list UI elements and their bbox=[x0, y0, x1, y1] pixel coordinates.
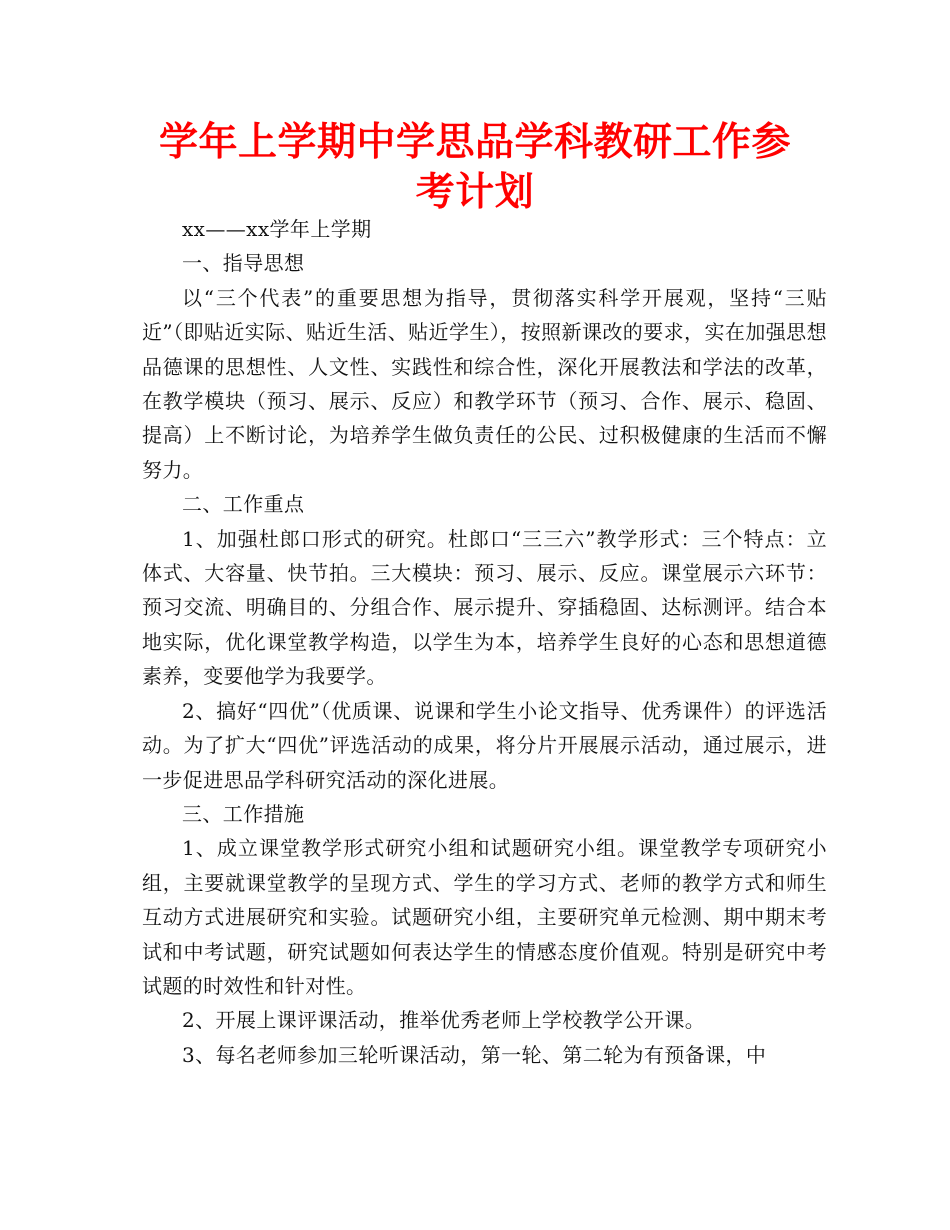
section-heading-work-focus: 二、工作重点 bbox=[182, 492, 305, 517]
paragraph-focus-1: 1、加强杜郎口形式的研究。杜郎口“三三六”教学形式：三个特点：立体式、大容量、快节拍。三大模块：预习、展示、反应。课堂展示六环节：预习交流、明确目的、分组合作、展示提升、穿插稳固、达标测评。结合本地实际，优化课堂教学构造，以学生为本，培养学生良好的心态和思想道德素养，变要他学为我要学。 bbox=[142, 526, 827, 689]
paragraph-focus-2: 2、搞好“四优”（优质课、说课和学生小论文指导、优秀课件）的评选活动。为了扩大“四优”评选活动的成果，将分片开展展示活动，通过展示，进一步促进思品学科研究活动的深化进展。 bbox=[142, 698, 827, 792]
section-heading-work-measures: 三、工作措施 bbox=[182, 801, 305, 826]
document-title: 学年上学期中学思品学科教研工作参考计划 bbox=[158, 120, 791, 215]
paragraph-measure-1: 1、成立课堂教学形式研究小组和试题研究小组。课堂教学专项研究小组，主要就课堂教学的呈现方式、学生的学习方式、老师的教学方式和师生互动方式进展研究和实验。试题研究小组，主要研究单元检测、期中期末考试和中考试题，研究试题如何表达学生的情感态度价值观。特别是研究中考试题的时效性和针对性。 bbox=[142, 836, 827, 998]
document-body bbox=[142, 212, 827, 1072]
paragraph-measure-2: 2、开展上课评课活动，推举优秀老师上学校教学公开课。 bbox=[182, 1008, 706, 1033]
section-heading-guiding-thought: 一、指导思想 bbox=[182, 251, 305, 276]
semester-line: xx——xx学年上学期 bbox=[182, 217, 372, 241]
paragraph-guiding-thought: 以“三个代表”的重要思想为指导，贯彻落实科学开展观，坚持“三贴近”（即贴近实际、贴近生活、贴近学生），按照新课改的要求，实在加强思想品德课的思想性、人文性、实践性和综合性，深化开展教法和学法的改革，在教学模块（预习、展示、反应）和教学环节（预习、合作、展示、稳固、提高）上不断讨论，为培养学生做负责任的公民、过积极健康的生活而不懈努力。 bbox=[142, 285, 827, 482]
paragraph-measure-3: 3、每名老师参加三轮听课活动，第一轮、第二轮为有预备课，中 bbox=[182, 1042, 767, 1067]
